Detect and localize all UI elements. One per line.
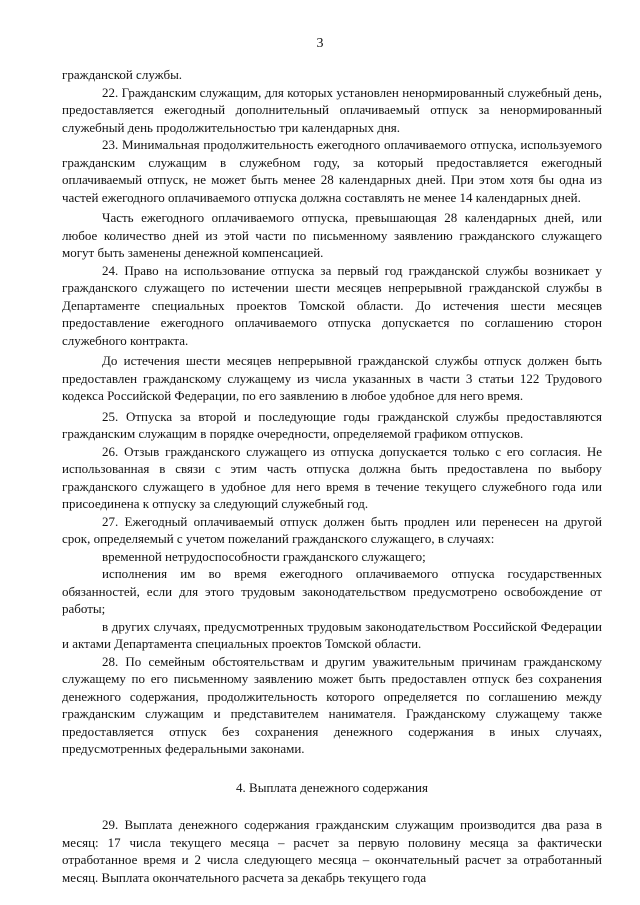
paragraph-29: 29. Выплата денежного содержания гражданским служащим производится два раза в месяц: 17 числа текущего месяца – расчет за первую половину месяца за фактически отработанное время и 2 числа следующего месяца – окончательный расчет за отработанный месяц. Выплата окончательного расчета за декабрь текущего года — [62, 817, 602, 885]
paragraph-28: 28. По семейным обстоятельствам и другим уважительным причинам гражданскому служащему по его письменному заявлению может быть предоставлен отпуск без сохранения денежного содержания, продолжительность которого определяется по соглашению между гражданским служащим и представителем нанимателя. Гражданскому служащему также предоставляется отпуск без сохранения денежного содержания в иных случаях, предусмотренных федеральными законами. — [62, 653, 602, 756]
document-body — [62, 66, 602, 886]
paragraph-27: 27. Ежегодный оплачиваемый отпуск должен быть продлен или перенесен на другой срок, определяемый с учетом пожеланий гражданского служащего, в случаях: — [62, 513, 602, 546]
paragraph-23: 23. Минимальная продолжительность ежегодного оплачиваемого отпуска, используемого гражданским служащим в служебном году, за который предоставляется ежегодный оплачиваемый отпуск, не может быть менее 28 календарных дней. При этом хотя бы одна из частей ежегодного оплачиваемого отпуска должна составлять не менее 14 календарных дней. — [62, 137, 602, 205]
paragraph-26: 26. Отзыв гражданского служащего из отпуска допускается только с его согласия. Не использованная в связи с этим часть отпуска должна быть предоставлена по выбору гражданского служащего в удобное для него время в течение текущего служебного года или присоединена к отпуску за следующий служебный год. — [62, 443, 602, 511]
page-number: 3 — [316, 36, 324, 51]
paragraph-continuation: гражданской службы. — [62, 67, 183, 82]
paragraph-22: 22. Гражданским служащим, для которых установлен ненормированный служебный день, предоставляется ежегодный дополнительный оплачиваемый отпуск за ненормированный служебный день продолжительностью три календарных дня. — [62, 84, 602, 135]
paragraph-27-case-1: временной нетрудоспособности гражданского служащего; — [102, 548, 426, 564]
paragraph-23-part: Часть ежегодного оплачиваемого отпуска, превышающая 28 календарных дней, или любое количество дней из этой части по письменному заявлению гражданского служащего могут быть заменены денежной компенсацией. — [62, 210, 602, 260]
paragraph-27-case-2: исполнения им во время ежегодного оплачиваемого отпуска государственных обязанностей, если для этого трудовым законодательством предусмотрено освобождение от работы; — [62, 566, 602, 616]
section-heading: 4. Выплата денежного содержания — [236, 779, 428, 795]
paragraph-25: 25. Отпуска за второй и последующие годы гражданской службы предоставляются гражданским служащим в порядке очередности, определяемой графиком отпусков. — [62, 408, 602, 441]
paragraph-24: 24. Право на использование отпуска за первый год гражданской службы возникает у гражданского служащего по истечении шести месяцев непрерывной гражданской службы в Департаменте специальных проектов Томской области. До истечения шести месяцев предоставление ежегодного оплачиваемого отпуска допускается по соглашению сторон служебного контракта. — [62, 262, 602, 348]
paragraph-27-case-3: в других случаях, предусмотренных трудовым законодательством Российской Федерации и актами Департамента специальных проектов Томской области. — [62, 618, 602, 651]
paragraph-24-part: До истечения шести месяцев непрерывной гражданской службы отпуск должен быть предоставлен гражданскому служащему из числа указанных в части 3 статьи 122 Трудового кодекса Российской Федерации, по его заявлению в любое удобное для него время. — [62, 353, 602, 403]
